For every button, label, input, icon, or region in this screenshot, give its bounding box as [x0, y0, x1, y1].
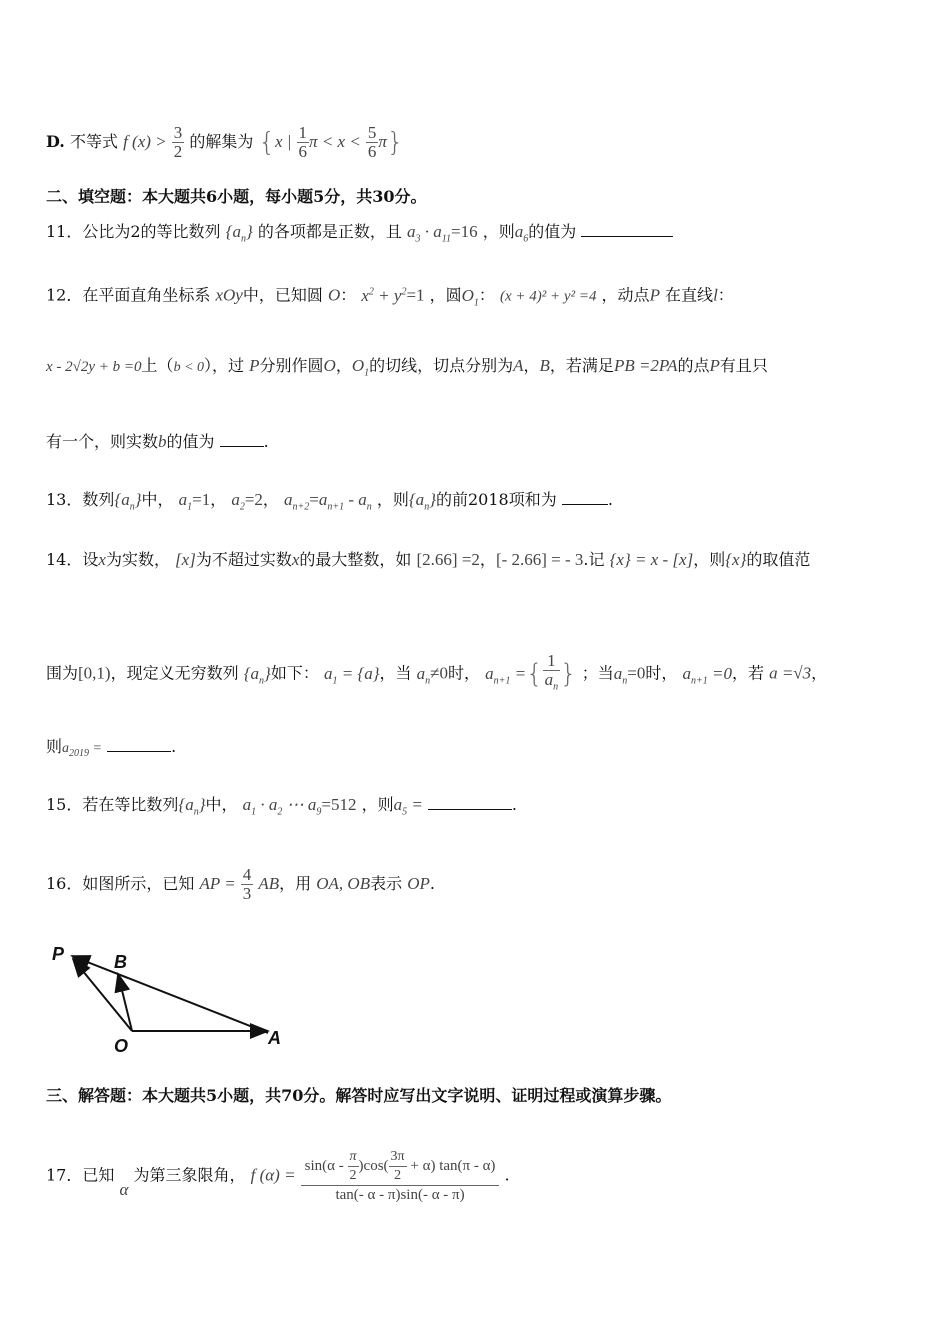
answer-blank[interactable] [220, 444, 264, 447]
question-15: 15．若在等比数列$\{a_n\}$中， $a_1 \cdot a_2$ ⋯ $a_9=512$ ，则$a_5$ = . [46, 795, 517, 818]
label-p: P [52, 944, 65, 964]
question-12: 12．在平面直角坐标系 xOy中，已知圆 O： $x^2 + y^2=1$ ，圆$O_1$： (x + 4)² + y² =4 ，动点P 在直线l： [46, 285, 734, 309]
question-14: 14．设x为实数， [x]为不超过实数x的最大整数，如 [2.66] =2，[- 2.66] = - 3.记 {x} = x - [x]，则{x}的取值范 [46, 550, 811, 569]
option-label: D. [46, 132, 65, 151]
question-17: 17．已知 α 为第三象限角， f (α) = sin(α - $\frac{\pi}{2}$ )cos( $\frac{3\pi}{2}$ + α) tan(π - α) tan(- α - π)sin(- α - π) . [46, 1149, 510, 1203]
question-11: 11．公比为2的等比数列 $\{a_n\}$ 的各项都是正数，且 $a_3 \cdot a_{11}=16$ ，则$a_6$的值为 [46, 222, 673, 249]
option-d: D. 不等式 f (x) > $\frac{3}{2}$ 的解集为 {x | $\frac{1}{6}$ π < x < $\frac{5}{6}$ π} [46, 123, 404, 161]
label-b: B [114, 952, 127, 972]
answer-blank[interactable] [581, 234, 673, 237]
answer-blank[interactable] [562, 502, 608, 505]
vector-figure [46, 940, 296, 1060]
label-o: O [114, 1036, 129, 1056]
section-heading-fill-blank: 二、填空题：本大题共6小题，每小题5分，共30分。 [46, 187, 427, 206]
question-13: 13．数列$\{a_n\}$中， $a_1=1$， $a_2=2$， $a_{n+2}=a_{n+1} - a_n$ ，则$\{a_n\}$的前2018项和为 . [46, 490, 613, 513]
answer-blank[interactable] [107, 749, 171, 752]
question-16: 16．如图所示，已知 AP = $\frac{4}{3}$ AB，用 OA, OB表示 OP. [46, 865, 435, 903]
fraction: $\frac{3}{2}$ [173, 123, 183, 161]
answer-blank[interactable] [428, 807, 512, 810]
label-a: A [268, 1028, 281, 1048]
section-heading-solutions: 三、解答题：本大题共5小题，共70分。解答时应写出文字说明、证明过程或演算步骤。 [46, 1086, 672, 1105]
